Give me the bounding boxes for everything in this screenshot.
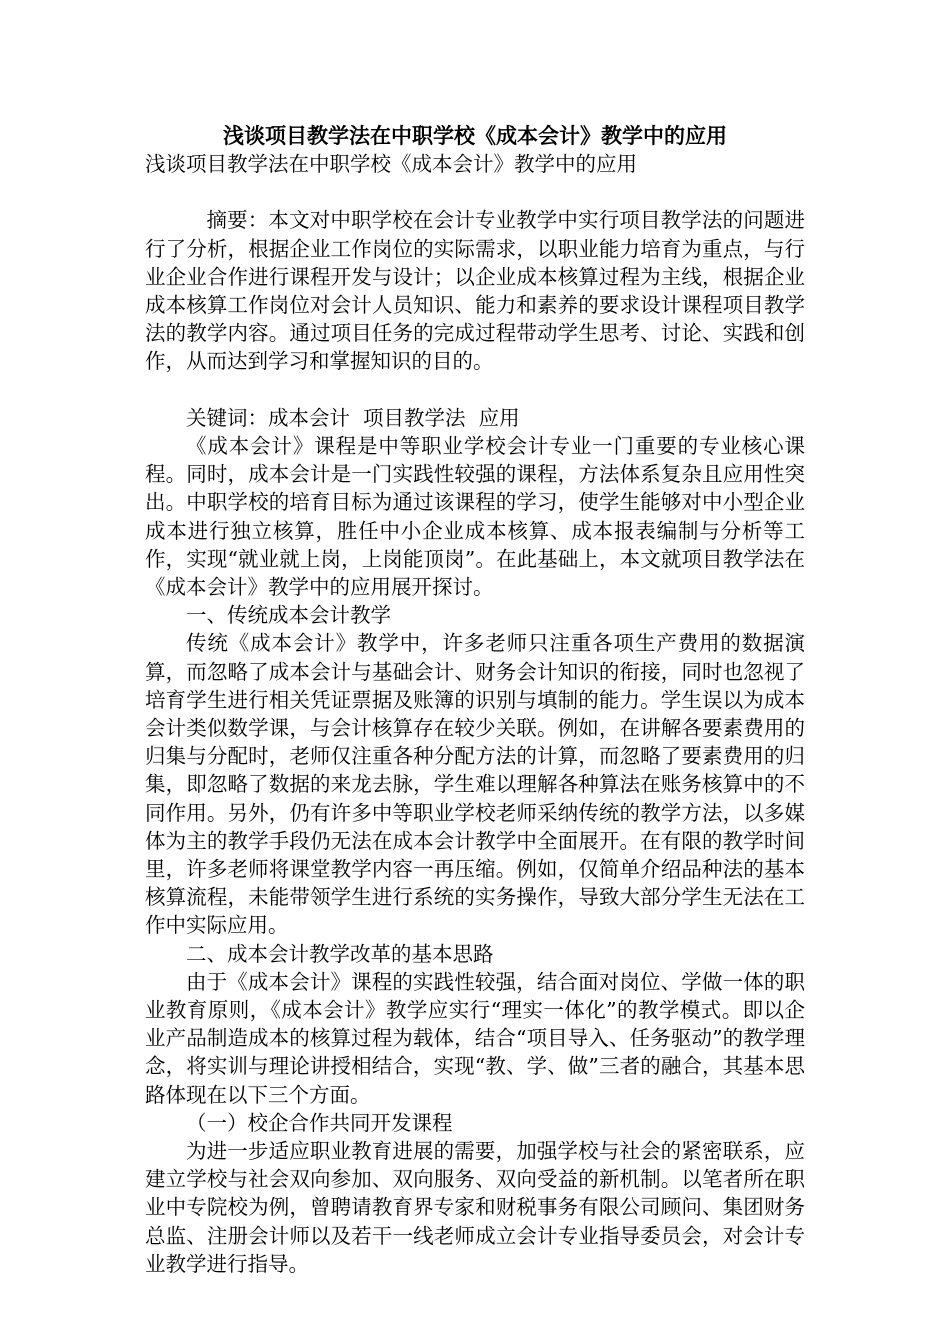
section-heading-2: 二、成本会计教学改革的基本思路 — [186, 941, 494, 966]
subsection-heading-1: （一）校企合作共同开发课程 — [186, 1110, 453, 1135]
subsection-paragraph-1: 为进一步适应职业教育进展的需要，加强学校与社会的紧密联系，应建立学校与社会双向参加、双向服务、双向受益的新机制。以笔者所在职业中专院校为例，曾聘请教育界专家和财税事务有限公司顾问、集团财务总监、注册会计师以及若干一线老师成立会计专业指导委员会，对会计专业教学进行指导。 — [145, 1139, 805, 1276]
section-heading-1: 一、传统成本会计教学 — [186, 603, 391, 628]
abstract-paragraph: 摘要：本文对中职学校在会计专业教学中实行项目教学法的问题进行了分析，根据企业工作岗位的实际需求，以职业能力培育为重点，与行业企业合作进行课程开发与设计；以企业成本核算过程为主线，根据企业成本核算工作岗位对会计人员知识、能力和素养的要求设计课程项目教学法的教学内容。通过项目任务的完成过程带动学生思考、讨论、实践和创作，从而达到学习和掌握知识的目的。 — [145, 208, 805, 374]
intro-paragraph: 《成本会计》课程是中等职业学校会计专业一门重要的专业核心课程。同时，成本会计是一门实践性较强的课程，方法体系复杂且应用性突出。中职学校的培育目标为通过该课程的学习，使学生能够对中小型企业成本进行独立核算，胜任中小企业成本核算、成本报表编制与分析等工作，实现“就业就上岗，上岗能顶岗”。在此基础上，本文就项目教学法在《成本会计》教学中的应用展开探讨。 — [145, 434, 805, 600]
document-subtitle: 浅谈项目教学法在中职学校《成本会计》教学中的应用 — [145, 152, 637, 176]
document-title: 浅谈项目教学法在中职学校《成本会计》教学中的应用 — [223, 123, 727, 148]
keywords-line: 关键词：成本会计 项目教学法 应用 — [186, 405, 520, 430]
blank-line — [145, 178, 805, 206]
section-paragraph-1: 传统《成本会计》教学中，许多老师只注重各项生产费用的数据演算，而忽略了成本会计与基础会计、财务会计知识的衔接，同时也忽视了培育学生进行相关凭证票据及账簿的识别与填制的能力。学生误以为成本会计类似数学课，与会计核算存在较少关联。例如，在讲解各要素费用的归集与分配时，老师仅注重各种分配方法的计算，而忽略了要素费用的归集，即忽略了数据的来龙去脉，学生难以理解各种算法在账务核算中的不同作用。另外，仍有许多中等职业学校老师采纳传统的教学方法，以多媒体为主的教学手段仍无法在成本会计教学中全面展开。在有限的教学时间里，许多老师将课堂教学内容一再压缩。例如，仅简单介绍品种法的基本核算流程，未能带领学生进行系统的实务操作，导致大部分学生无法在工作中实际应用。 — [145, 631, 805, 938]
section-paragraph-2: 由于《成本会计》课程的实践性较强，结合面对岗位、学做一体的职业教育原则，《成本会计》教学应实行“理实一体化”的教学模式。即以企业产品制造成本的核算过程为载体，结合“项目导入、任务驱动”的教学理念，将实训与理论讲授相结合，实现“教、学、做”三者的融合，其基本思路体现在以下三个方面。 — [145, 969, 805, 1107]
document-body — [145, 150, 805, 1278]
blank-line — [145, 376, 805, 404]
